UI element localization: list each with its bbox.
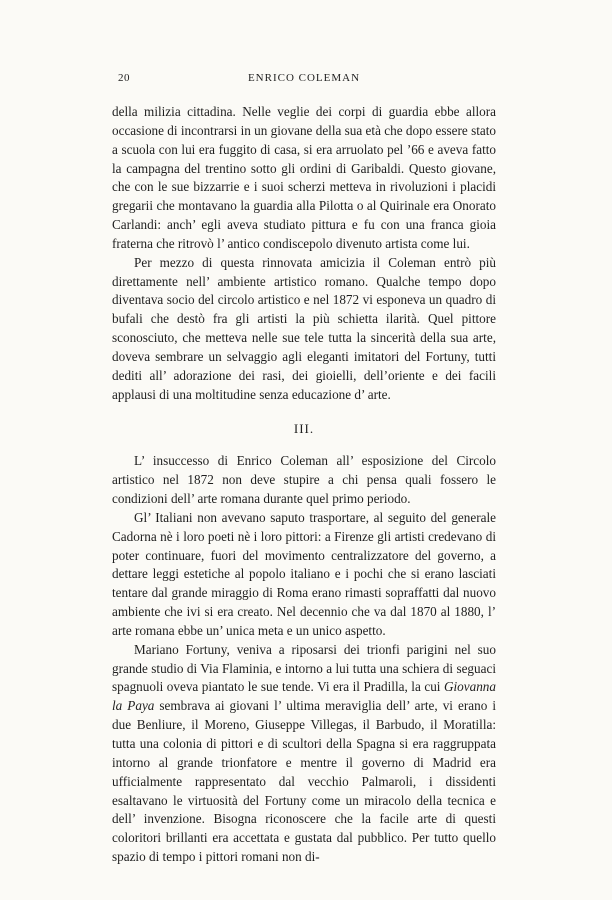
running-title: ENRICO COLEMAN <box>247 72 361 84</box>
paragraph <box>112 509 496 641</box>
text-run: sembrava ai giovani l’ ultima meraviglia dell’ arte, vi erano i due Benliure, il Moreno, Giuseppe Villegas, il Barbudo, il Moratilla: tutta una colonia di pittori e di scultori della Spagna si era raggruppata intorno al grande trionfatore e mentre il governo di Madrid era ufficialmente rappresentato dal vecchio Palmaroli, i dissidenti esaltavano le virtuosità del Fortuny come un miracolo della tecnica e dell’ invenzione. Bisogna riconoscere che la facile arte di questi coloritori brillanti era accettata e gustata dal pubblico. Per tutto quello spazio di tempo i pittori romani non di- <box>112 698 496 865</box>
italic-title: Giovanna la Paya <box>112 679 496 714</box>
text-run: L’ insuccesso di Enrico Coleman all’ esposizione del Circolo artistico nel 1872 non deve stupire a chi pensa quali fossero le condizioni dell’ arte romana durante quel primo periodo. <box>112 453 496 507</box>
paragraph <box>112 103 496 254</box>
running-head <box>112 72 496 86</box>
paragraph <box>112 641 496 867</box>
text-run: della milizia cittadina. Nelle veglie dei corpi di guardia ebbe allora occasione di incontrarsi in un giovane della sua età che dopo essere stato a scuola con lui era fuggito di casa, si era arruolato pel ’66 e aveva fatto la campagna del trentino sotto gli ordini di Garibaldi. Questo giovane, che con le sue bizzarrie e i suoi scherzi metteva in rivoluzioni i placidi gregarii che montavano la guardia alla Pilotta o al Quirinale era Onorato Carlandi: anch’ egli aveva studiato pittura e fu con una franca gioia fraterna che ritrovò l’ antico condiscepolo divenuto artista come lui. <box>112 104 496 251</box>
section-heading: III. <box>293 420 315 436</box>
text-run: Gl’ Italiani non avevano saputo trasportare, al seguito del generale Cadorna nè i loro poeti nè i loro pittori: a Firenze gli artisti credevano di poter continuare, fuori del movimento centralizzatore del governo, a dettare leggi estetiche al popolo italiano e i pochi che si erano lasciati tentare dal grande miraggio di Roma erano rimasti sopraffatti dal nuovo ambiente che ivi si era creato. Nel decennio che va dal 1870 al 1880, l’ arte romana ebbe un’ unica meta e un unico aspetto. <box>112 509 496 638</box>
paragraph <box>112 254 496 405</box>
paragraph <box>112 452 496 509</box>
text-run: Mariano Fortuny, veniva a riposarsi dei trionfi parigini nel suo grande studio di Via Flaminia, e intorno a lui tutta una schiera di seguaci spagnuoli oveva piantato le sue tende. Vi era il Pradilla, la cui <box>112 641 496 695</box>
text-run: Per mezzo di questa rinnovata amicizia il Coleman entrò più direttamente nell’ ambiente artistico romano. Qualche tempo dopo diventava socio del circolo artistico e nel 1872 vi esponeva un quadro di bufali che destò fra gli artisti la più schietta ilarità. Quel pittore sconosciuto, che metteva nelle sue tele tutta la sincerità della sua arte, doveva sembrare un selvaggio agli eleganti imitatori del Fortuny, tutti dediti all’ adorazione dei rasi, dei gioielli, dell’oriente e dei facili applausi di una moltitudine senza educazione d’ arte. <box>112 254 496 402</box>
page-number: 20 <box>118 72 130 84</box>
body-text <box>112 103 496 867</box>
